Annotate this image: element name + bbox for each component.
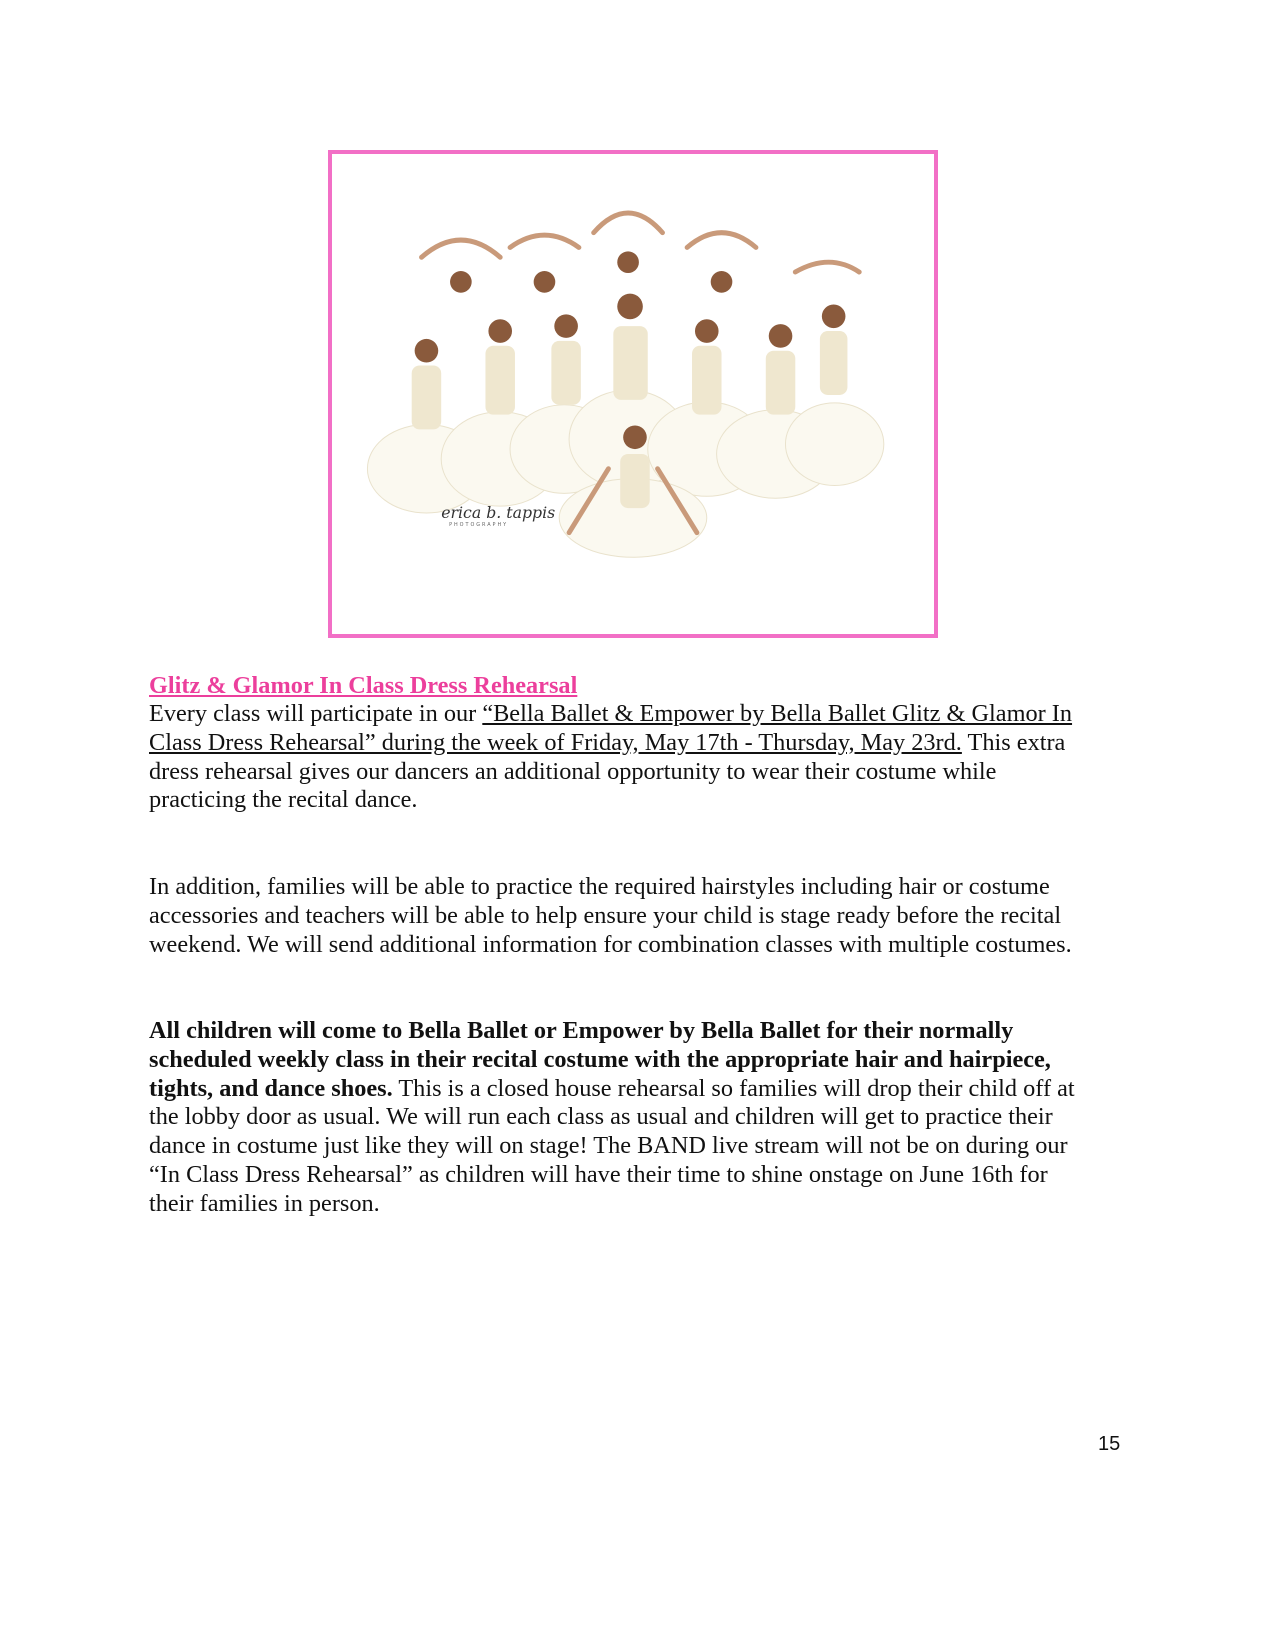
dancers-photo xyxy=(328,150,938,638)
paragraph-3 xyxy=(149,1017,1075,1219)
p3-text: This is a closed house rehearsal so families will drop their child off at xyxy=(392,1074,1075,1102)
paragraph-2 xyxy=(149,873,1072,959)
dancers-illustration xyxy=(332,154,934,634)
photographer-watermark: erica b. tappis xyxy=(441,502,556,522)
section-heading-block xyxy=(149,672,577,701)
p3-bold-text: scheduled weekly class in their recital costume with the appropriate hair and hairpiece, xyxy=(149,1045,1051,1073)
p3-text: the lobby door as usual. We will run each class as usual and children will get to practice their xyxy=(149,1103,1053,1131)
p1-text: Every class will participate in our xyxy=(149,700,483,727)
p2-text: In addition, families will be able to practice the required hairstyles including hair or costume xyxy=(149,873,1050,900)
section-heading: Glitz & Glamor In Class Dress Rehearsal xyxy=(149,672,578,699)
p2-text: accessories and teachers will be able to help ensure your child is stage ready before the recital xyxy=(149,901,1062,929)
p3-bold-text: All children will come to Bella Ballet or Empower by Bella Ballet for their normally xyxy=(149,1017,1014,1044)
p1-event-name: “Bella Ballet & Empower by Bella Ballet Glitz & Glamor In xyxy=(482,700,1073,727)
svg-text:PHOTOGRAPHY: PHOTOGRAPHY xyxy=(449,521,509,528)
page-number: 15 xyxy=(1098,1433,1121,1455)
p3-text: “In Class Dress Rehearsal” as children will have their time to shine onstage on June 16th for xyxy=(149,1160,1048,1188)
p1-text: dress rehearsal gives our dancers an additional opportunity to wear their costume while xyxy=(149,757,997,785)
paragraph-1 xyxy=(149,700,1072,815)
p1-text: practicing the recital dance. xyxy=(149,786,418,814)
p3-text: their families in person. xyxy=(149,1189,380,1217)
p2-text: weekend. We will send additional information for combination classes with multiple costumes. xyxy=(149,930,1072,958)
p1-text: This extra xyxy=(961,728,1066,756)
p3-bold-text: tights, and dance shoes. xyxy=(149,1074,393,1102)
p3-text: dance in costume just like they will on stage! The BAND live stream will not be on during our xyxy=(149,1132,1068,1160)
p1-event-dates: Class Dress Rehearsal” during the week of Friday, May 17th - Thursday, May 23rd. xyxy=(149,728,962,756)
